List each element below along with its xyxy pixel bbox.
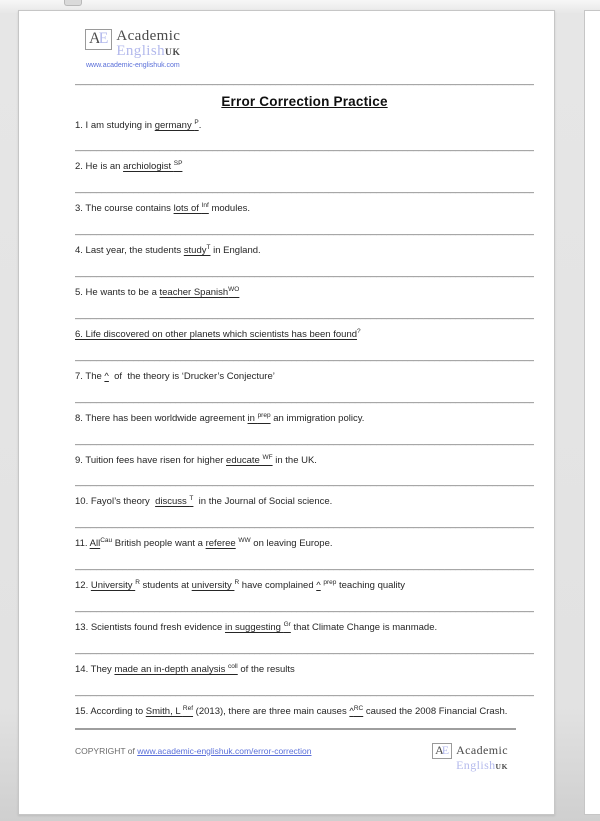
brand-url-link[interactable]: www.academic-englishuk.com bbox=[86, 61, 180, 69]
answer-line bbox=[75, 601, 534, 614]
ae-monogram-icon bbox=[432, 743, 452, 760]
answer-line bbox=[75, 182, 534, 195]
question-text: 15. According to Smith, L $^{Ref}$ (2013), there are three main causes ^$^{RC}$ caused the 2008 Financial Crash. bbox=[75, 704, 508, 717]
question-text: 4. Last year, the students study$^T$ in England. bbox=[75, 243, 261, 257]
brand-word-english: English bbox=[456, 757, 496, 772]
page-title: Error Correction Practice bbox=[221, 93, 388, 109]
question-text: 8. There has been worldwide agreement in $^{prep}$ an immigration policy. bbox=[75, 411, 365, 424]
copyright-link[interactable]: www.academic-englishuk.com/error-correction bbox=[137, 745, 312, 756]
question-text: 1. I am studying in germany $^P$. bbox=[75, 118, 202, 131]
question-text: 5. He wants to be a teacher Spanish$^{WO}$ bbox=[75, 285, 240, 298]
answer-line bbox=[75, 559, 534, 572]
question-text: 6. Life discovered on other planets which scientists has been found? bbox=[75, 327, 361, 340]
brand-word-academic: Academic bbox=[456, 742, 508, 757]
viewer-tab-decoration bbox=[64, 0, 82, 6]
question-text: 7. The ^ of the theory is ‘Drucker’s Conjecture’ bbox=[75, 370, 275, 382]
answer-line bbox=[75, 266, 534, 279]
answer-line bbox=[75, 517, 534, 530]
question-text: 12. University $^R$ students at university $^R$ have complained ^ $^{prep}$ teaching quality bbox=[75, 578, 406, 592]
question-text: 13. Scientists found fresh evidence in suggesting $^{Gr}$ that Climate Change is manmade. bbox=[75, 620, 438, 633]
question-row bbox=[75, 120, 534, 154]
doc-footer bbox=[75, 743, 534, 772]
question-row bbox=[75, 161, 534, 195]
question-row bbox=[75, 329, 534, 363]
brand-name bbox=[116, 28, 180, 59]
footer-separator bbox=[75, 728, 516, 730]
doc-header bbox=[75, 29, 534, 109]
question-text: 14. They made an in-depth analysis $^{coll}$ of the results bbox=[75, 662, 295, 675]
monogram-a: A bbox=[435, 742, 444, 757]
header-rule-line bbox=[75, 74, 534, 87]
answer-line bbox=[75, 140, 534, 153]
answer-line bbox=[75, 643, 534, 656]
question-row bbox=[75, 580, 534, 614]
question-row bbox=[75, 203, 534, 237]
document-page bbox=[18, 10, 555, 815]
brand-word-academic: Academic bbox=[116, 28, 181, 44]
ae-monogram-icon bbox=[85, 29, 112, 50]
answer-line bbox=[75, 475, 534, 488]
answer-line bbox=[75, 434, 534, 447]
question-row bbox=[75, 371, 534, 405]
brand-word-english: English bbox=[116, 43, 165, 60]
answer-line bbox=[75, 685, 534, 698]
question-row bbox=[75, 413, 534, 447]
monogram-e: E bbox=[98, 30, 109, 47]
brand-word-uk: UK bbox=[495, 761, 508, 771]
question-text: 10. Fayol’s theory discuss $^T$ in the Journal of Social science. bbox=[75, 495, 333, 508]
next-page-edge bbox=[584, 10, 600, 815]
header-brand-logo bbox=[85, 29, 534, 59]
question-text: 2. He is an archiologist $^{SP}$ bbox=[75, 160, 183, 173]
brand-word-uk: UK bbox=[164, 48, 181, 59]
question-text: 9. Tuition fees have risen for higher educate $^{WF}$ in the UK. bbox=[75, 453, 317, 466]
question-row bbox=[75, 455, 534, 489]
question-row bbox=[75, 664, 534, 698]
copyright-prefix: COPYRIGHT of bbox=[75, 745, 138, 756]
question-text: 11. All$^{Cau}$ British people want a referee $^{WW}$ on leaving Europe. bbox=[75, 537, 333, 550]
answer-line bbox=[75, 224, 534, 237]
answer-line bbox=[75, 350, 534, 363]
monogram-e: E bbox=[441, 742, 450, 757]
copyright-text bbox=[75, 743, 312, 756]
questions-list bbox=[75, 120, 534, 718]
brand-name bbox=[456, 742, 508, 772]
question-row bbox=[75, 622, 534, 656]
question-text: 3. The course contains lots of $^{Inf}$ modules. bbox=[75, 202, 250, 215]
question-row bbox=[75, 538, 534, 572]
answer-line bbox=[75, 308, 534, 321]
question-row bbox=[75, 245, 534, 279]
answer-line bbox=[75, 392, 534, 405]
question-row bbox=[75, 287, 534, 321]
question-row bbox=[75, 496, 534, 530]
footer-brand-logo bbox=[432, 743, 508, 772]
monogram-a: A bbox=[89, 30, 101, 47]
question-row bbox=[75, 706, 534, 718]
